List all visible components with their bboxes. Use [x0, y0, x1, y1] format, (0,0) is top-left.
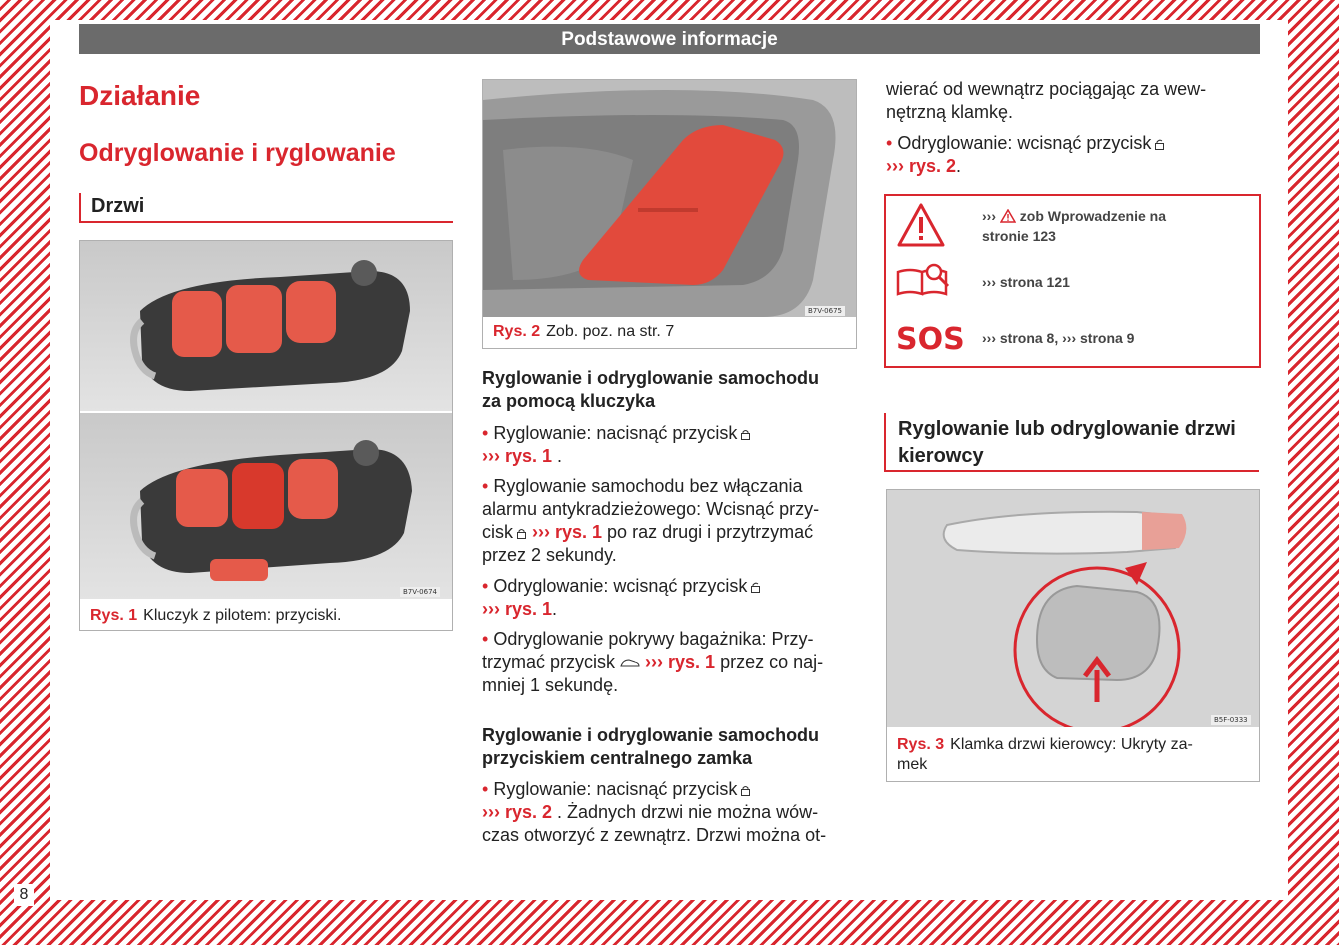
lock-icon: [740, 785, 751, 796]
figure-1: [79, 240, 453, 631]
figure-1-caption: [80, 606, 452, 626]
continued-text: wierać od wewnątrz pociągając za wew- nętrzną klamkę.: [886, 79, 1207, 122]
figure-3-caption: Rys. 3 Klamka drzwi kierowcy: Ukryty za- mek: [897, 736, 1193, 773]
figure-2-caption-text: Zob. poz. na str. 7: [546, 323, 675, 340]
lock-icon: [516, 528, 527, 539]
warning-small-icon: [1000, 209, 1016, 223]
door-lock-button-illustration: [483, 80, 856, 317]
warning-triangle-icon: [896, 202, 946, 248]
reference-box: [884, 194, 1261, 368]
lock-icon: [740, 429, 751, 440]
unlock-icon: [750, 582, 761, 593]
ref-rys-1[interactable]: ››› rys. 1: [482, 446, 553, 466]
section-header: Podstawowe informacje: [79, 24, 1260, 54]
subsection-key-title-line1: Ryglowanie i odryglowanie samochodu: [482, 368, 820, 388]
ref-rys-2[interactable]: ››› rys. 2: [482, 802, 553, 822]
figure-1-code: B7V-0674: [400, 587, 440, 597]
bullet-central-lock: • Ryglowanie: nacisnąć przycisk ››› rys. 2 . Żadnych drzwi nie można wów- czas otworzyć z zewnątrz. Drzwi można ot-: [482, 779, 827, 845]
bullet-lock: • Ryglowanie: nacisnąć przycisk ››› rys. 1 .: [482, 422, 751, 468]
subsection-central-title-line1: Ryglowanie i odryglowanie samochodu: [482, 725, 820, 745]
warning-reference: ››› zob Wprowadzenie na stronie 123: [982, 208, 1167, 244]
ref-rys-1[interactable]: ››› rys. 1: [645, 652, 716, 672]
ref-rys-1[interactable]: ››› rys. 1: [532, 522, 603, 542]
figure-3-label: Rys. 3: [897, 736, 945, 753]
figure-1-label: Rys. 1: [90, 607, 138, 624]
trunk-icon: [620, 658, 640, 668]
ref-rys-2[interactable]: ››› rys. 2: [886, 156, 957, 176]
sos-reference[interactable]: ››› strona 8, ››› strona 9: [982, 330, 1135, 346]
doors-subheading-frame: [79, 193, 453, 223]
figure-2-label: Rys. 2: [493, 323, 541, 340]
bullet-trunk: • Odryglowanie pokrywy bagażnika: Przy- trzymać przycisk ››› rys. 1 przez co naj- mniej 1 sekundę.: [482, 629, 824, 695]
book-magnifier-icon: [894, 262, 954, 298]
key-fob-illustration: [80, 241, 452, 599]
figure-3-caption-text: Klamka drzwi kierowcy: Ukryty za-: [950, 736, 1193, 753]
sos-icon: SOS: [896, 322, 965, 357]
ref-rys-1[interactable]: ››› rys. 1: [482, 599, 553, 619]
figure-2-caption: [483, 322, 856, 342]
figure-3-code: B5F-0333: [1211, 715, 1251, 725]
figure-1-caption-text: Kluczyk z pilotem: przyciski.: [143, 607, 342, 624]
driver-door-subheading-frame: [884, 413, 1259, 472]
subsection-key-title-line2: za pomocą kluczyka: [482, 391, 656, 411]
figure-2-code: B7V-0675: [805, 306, 845, 316]
doors-subheading: Drzwi: [91, 195, 145, 217]
page-title: Działanie: [79, 80, 201, 111]
figure-2: [482, 79, 857, 349]
section-title: Odryglowanie i ryglowanie: [79, 139, 396, 167]
unlock-icon: [1154, 139, 1165, 150]
door-handle-illustration: [887, 490, 1259, 727]
driver-door-subheading: Ryglowanie lub odryglowanie drzwi kierowcy: [898, 418, 1236, 467]
figure-3: [886, 489, 1260, 782]
bullet-unlock: • Odryglowanie: wcisnąć przycisk ››› rys. 1.: [482, 575, 761, 621]
bullet-central-unlock: • Odryglowanie: wcisnąć przycisk ››› rys. 2.: [886, 132, 1165, 178]
warning-reference-link[interactable]: zob Wprowadzenie na: [1019, 208, 1167, 224]
subsection-central-title: [482, 724, 819, 770]
book-reference[interactable]: ››› strona 121: [982, 274, 1070, 290]
page-number: 8: [14, 884, 34, 906]
subsection-central-title-line2: przyciskiem centralnego zamka: [482, 748, 753, 768]
subsection-key-title: [482, 367, 819, 413]
bullet-lock-no-alarm: • Ryglowanie samochodu bez włączania alarmu antykradzieżowego: Wcisnąć przy- cisk ››› rys. 1 po raz drugi i przytrzymać przez 2 sekundy.: [482, 476, 820, 565]
